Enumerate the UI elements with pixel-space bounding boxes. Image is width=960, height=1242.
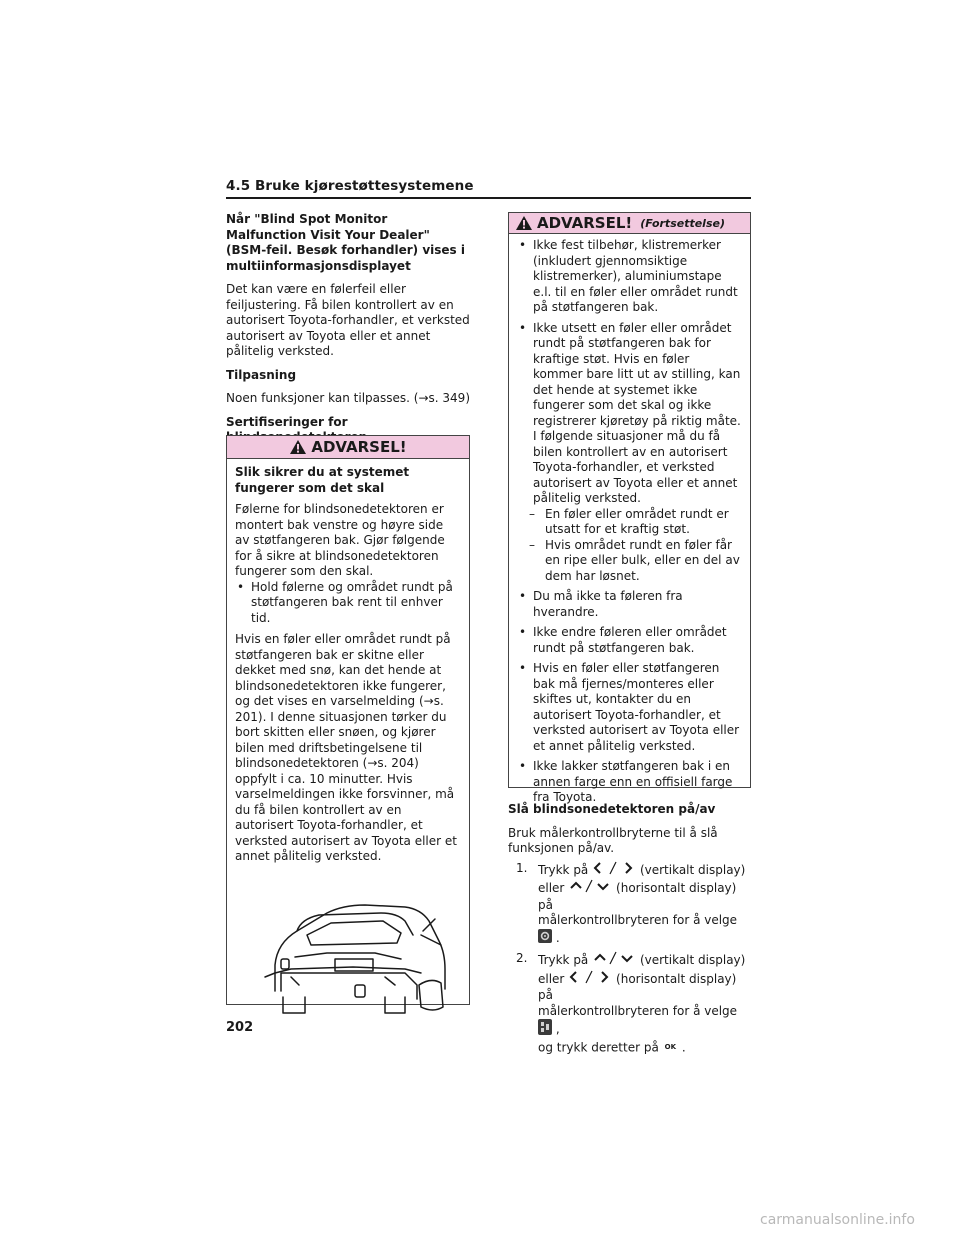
left-column: [226, 212, 470, 469]
watermark: carmanualsonline.info: [760, 1212, 915, 1228]
warning-header: [227, 436, 469, 459]
ok-button-icon: OK: [664, 1042, 676, 1051]
list-item: • Du må ikke ta føleren fra hverandre.: [519, 589, 683, 619]
malfunction-heading: Når "Blind Spot Monitor Malfunction Visit Your Dealer" (BSM-feil. Besøk forhandler) vises i multiinformasjonsdisplayet: [226, 212, 465, 273]
settings-gear-icon: [538, 929, 552, 948]
list-item: • Hvis en føler eller støtfangeren bak må fjernes/monteres eller skiftes ut, kontakter du en autorisert Toyota-forhandler, et verksted autorisert av Toyota eller et annet pålitelig verksted.: [519, 661, 740, 753]
warning-box-left: [226, 435, 470, 1005]
header-rule: [226, 197, 751, 199]
bullet-icon: •: [519, 589, 527, 603]
car-rear-illustration: [235, 873, 461, 1023]
bullet-icon: •: [519, 238, 527, 252]
sub-list-item: – En føler eller området rundt er utsatt for et kraftig støt.: [529, 506, 729, 536]
sub-list-item: – Hvis området rundt en føler får en ripe eller bulk, eller en del av dem har løsnet.: [529, 537, 740, 583]
onoff-heading: Slå blindsonedetektoren på/av: [508, 802, 716, 816]
customization-heading: Tilpasning: [226, 367, 297, 382]
chevron-left-right-icon: [592, 861, 636, 880]
warning-header-continued: [509, 213, 750, 234]
chevron-up-down-icon: [568, 879, 612, 898]
warning-continued-label: (Fortsettelse): [640, 216, 725, 230]
malfunction-text: Det kan være en følerfeil eller feiljustering. Få bilen kontrollert av en autorisert Toyota-forhandler, et verksted autorisert av Toyota eller et annet pålitelig verksted.: [226, 282, 470, 358]
warning-triangle-icon: [515, 215, 533, 231]
list-item: • Ikke utsett en føler eller området rundt på støtfangeren bak for kraftige støt. Hvis en føler kommer bare litt ut av stilling, kan det hende at systemet ikke fungerer som det skal og ikke registrerer kjøretøy på riktig måte. I følgende situasjoner må du få bilen kontrollert av en autorisert Toyota-forhandler, et verksted autorisert av Toyota eller et annet pålitelig verksted. – En føler eller området rundt er utsatt for et kraftig støt. – Hvis området rundt en føler får en ripe eller bulk, eller en del av dem har løsnet.: [519, 320, 741, 583]
bullet-icon: •: [519, 661, 527, 675]
certification-heading: Sertifiseringer for: [226, 414, 348, 429]
chevron-up-down-icon: [592, 951, 636, 970]
warning-title: ADVARSEL!: [537, 214, 633, 232]
list-item: • Ikke fest tilbehør, klistremerker (inkludert gjennomsiktige klistremerker), aluminiumstape e.l. til en føler eller området rundt på støtfangeren bak.: [519, 238, 738, 314]
bullet-icon: •: [237, 579, 245, 594]
warning-note: Hvis en føler eller området rundt på støtfangeren bak er skitne eller dekket med snø, kan det hende at blindsonedetektoren ikke fungerer, og det vises en varselmelding (→s. 201). I denne situasjonen tørker du bort skitten eller snøen, og kjører bilen med driftsbetingelsene til blindsonedetektoren (→s. 204) oppfylt i ca. 10 minutter. Hvis varselmeldingen ikke forsvinner, må du få bilen kontrollert av en autorisert Toyota-forhandler, et verksted autorisert av Toyota eller et annet pålitelig verksted.: [235, 632, 457, 863]
step-2: 2. Trykk på (vertikalt display) eller (horisontalt display) på målerkontrollbryteren for å velge , og trykk deretter på OK .: [516, 951, 746, 1054]
page-number: 202: [226, 1020, 254, 1035]
bsm-function-icon: [538, 1019, 552, 1040]
chevron-left-right-icon: [568, 970, 612, 989]
customization-text: Noen funksjoner kan tilpasses. (→s. 349): [226, 391, 470, 405]
onoff-section: [508, 802, 751, 1059]
warning-intro: Følerne for blindsonedetektoren er montert bak venstre og høyre side av støtfangeren bak. Gjør følgende for å sikre at blindsonedetektoren fungerer som den skal.: [235, 502, 445, 578]
bullet-icon: •: [519, 625, 527, 639]
list-item: • Hold følerne og området rundt på støtfangeren bak rent til enhver tid.: [237, 579, 453, 625]
warning-box-right: [508, 212, 751, 804]
bullet-icon: •: [519, 320, 527, 335]
list-item: • Ikke lakker støtfangeren bak i en annen farge enn en offisiell farge fra Toyota.: [519, 759, 733, 804]
step-1: 1. Trykk på (vertikalt display) eller (horisontalt display) på målerkontrollbryteren for å velge .: [508, 861, 751, 948]
warning-triangle-icon: [289, 439, 307, 455]
section-header: 4.5 Bruke kjørestøttesystemene: [226, 178, 474, 194]
onoff-intro: Bruk målerkontrollbryterne til å slå funksjonen på/av.: [508, 825, 718, 855]
list-item: • Ikke endre føleren eller området rundt på støtfangeren bak.: [519, 625, 727, 655]
warning-title: ADVARSEL!: [311, 438, 407, 456]
warning-subheading: Slik sikrer du at systemet fungerer som det skal: [235, 465, 410, 495]
bullet-icon: •: [519, 759, 527, 773]
